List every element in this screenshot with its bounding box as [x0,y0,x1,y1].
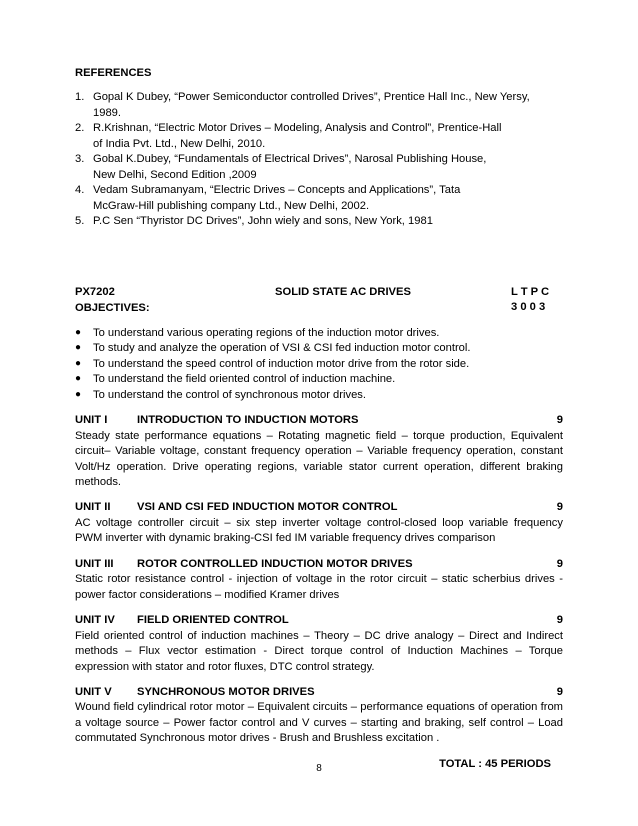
unit-heading [75,557,563,572]
reference-text: P.C Sen “Thyristor DC Drives”, John wiely and sons, New York, 1981 [93,215,433,228]
unit-section [75,613,563,675]
unit-body: Wound field cylindrical rotor motor – Equivalent circuits – performance equations of operation from a voltage source – Power factor control and V curves – starting and braking, self control – Load commutated Synchronous motor drives - Brush and Brushless excitation . [75,701,563,745]
references-heading: REFERENCES [75,67,152,79]
reference-item: 4. Vedam Subramanyam, “Electric Drives – Concepts and Applications”, Tata McGraw-Hill publishing company Ltd., New Delhi, 2002. [75,183,563,214]
unit-section [75,500,563,546]
unit-hours: 9 [556,501,563,514]
unit-heading [75,613,563,628]
document-page [75,66,563,772]
unit-number: UNIT III [75,557,114,570]
unit-title: SYNCHRONOUS MOTOR DRIVES [137,685,315,698]
unit-section [75,685,563,747]
unit-title: ROTOR CONTROLLED INDUCTION MOTOR DRIVES [137,557,413,570]
unit-section [75,557,563,603]
reference-item: 1. Gopal K Dubey, “Power Semiconductor controlled Drives”, Prentice Hall Inc., New Yersy, 1989. [75,90,563,121]
total-periods: TOTAL : 45 PERIODS [439,757,551,770]
unit-number: UNIT II [75,501,111,514]
reference-item: 5. P.C Sen “Thyristor DC Drives”, John wiely and sons, New York, 1981 [75,214,563,229]
course-title: SOLID STATE AC DRIVES [275,285,411,298]
unit-hours: 9 [556,557,563,570]
course-header [75,285,563,300]
unit-hours: 9 [556,685,563,698]
unit-heading [75,685,563,700]
unit-hours: 9 [556,614,563,627]
bullet-icon: ● [75,388,82,400]
reference-item: 3. Gobal K.Dubey, “Fundamentals of Electrical Drives”, Narosal Publishing House, New Delhi, Second Edition ,2009 [75,152,563,183]
reference-text: Gobal K.Dubey, “Fundamentals of Electrical Drives”, Narosal Publishing House, New Delhi, Second Edition ,2009 [93,153,487,181]
unit-body: AC voltage controller circuit – six step inverter voltage control-closed loop variable frequency PWM inverter with dynamic braking-CSI fed IM variable frequency drives comparison [75,516,563,545]
objectives-heading: OBJECTIVES: [75,302,150,315]
unit-title: FIELD ORIENTED CONTROL [137,614,289,627]
unit-number: UNIT V [75,685,112,698]
objective-item: ● To understand the speed control of induction motor drive from the rotor side. [75,357,563,372]
objective-item: ● To understand the field oriented control of induction machine. [75,372,563,387]
unit-title: INTRODUCTION TO INDUCTION MOTORS [137,414,359,427]
references-list [75,90,563,229]
unit-heading [75,500,563,515]
bullet-icon: ● [75,373,82,385]
unit-number: UNIT I [75,414,108,427]
objective-item: ● To study and analyze the operation of VSI & CSI fed induction motor control. [75,341,563,356]
course-code: PX7202 [75,285,115,298]
reference-item: 2. R.Krishnan, “Electric Motor Drives – Modeling, Analysis and Control”, Prentice-Hall of India Pvt. Ltd., New Delhi, 2010. [75,121,563,152]
page-number: 8 [316,763,322,774]
ltpc-values: 3 0 0 3 [511,300,546,313]
ltpc-label: L T P C [511,285,550,298]
objective-item: ● To understand the control of synchronous motor drives. [75,388,563,403]
unit-body: Steady state performance equations – Rotating magnetic field – torque production, Equivalent circuit– Variable voltage, constant frequency operation – Variable frequency operation, constant Volt/Hz operation. Drive operating regions, variable stator current operation, different braking methods. [75,429,563,488]
reference-text: R.Krishnan, “Electric Motor Drives – Modeling, Analysis and Control”, Prentice-Hall of India Pvt. Ltd., New Delhi, 2010. [93,122,502,150]
reference-text: Vedam Subramanyam, “Electric Drives – Concepts and Applications”, Tata McGraw-Hill publishing company Ltd., New Delhi, 2002. [93,184,461,212]
unit-body: Field oriented control of induction machines – Theory – DC drive analogy – Direct and Indirect methods – Flux vector estimation - Direct torque control of Induction Machines – Torque expression with stator and rotor fluxes, DTC control strategy. [75,629,563,673]
unit-section [75,413,563,490]
unit-body: Static rotor resistance control - injection of voltage in the rotor circuit – static scherbius drives - power factor considerations – modified Kramer drives [75,573,563,601]
bullet-icon: ● [75,357,82,369]
unit-heading [75,413,563,428]
unit-title: VSI AND CSI FED INDUCTION MOTOR CONTROL [137,501,398,514]
bullet-icon: ● [75,342,82,354]
unit-number: UNIT IV [75,614,115,627]
objectives-list [75,326,563,403]
bullet-icon: ● [75,326,82,338]
unit-hours: 9 [556,414,563,427]
reference-text: Gopal K Dubey, “Power Semiconductor controlled Drives”, Prentice Hall Inc., New Yersy, 1989. [93,91,530,119]
objective-item: ● To understand various operating regions of the induction motor drives. [75,326,563,341]
